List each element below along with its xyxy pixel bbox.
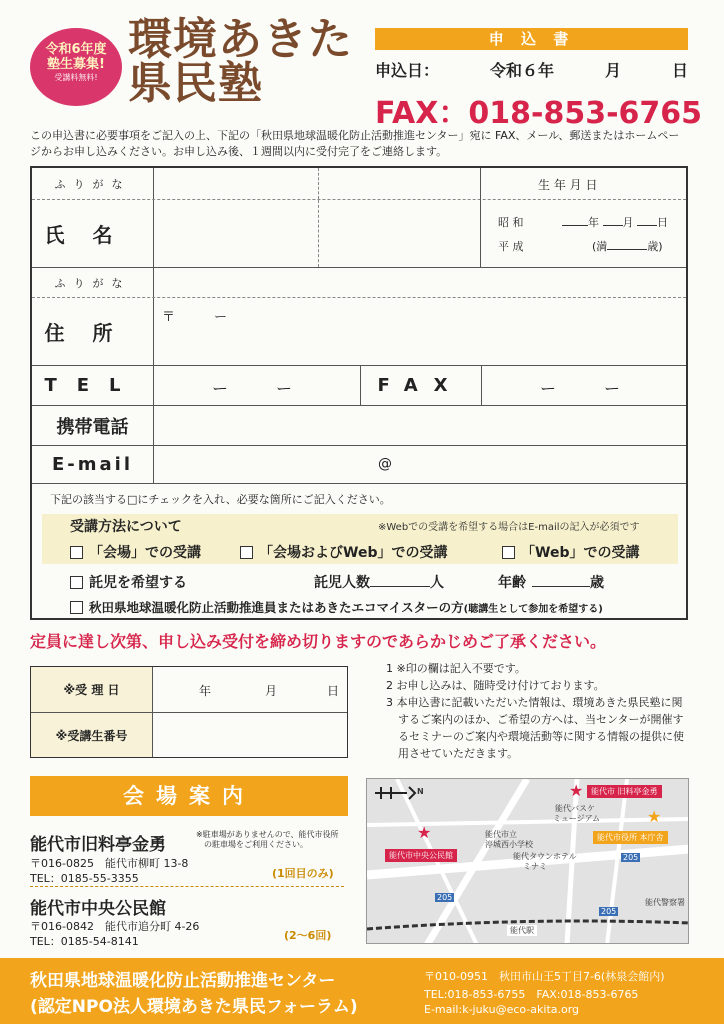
postal-mark: 〒 ー [162,310,228,325]
venue-divider [30,886,344,887]
footer [0,958,724,1024]
footer-org2: (認定NPO法人環境あきた県民フォーラム) [30,997,358,1017]
childcare-age-field[interactable] [532,586,590,587]
venue2-tel: TEL：0185-54-8141 [30,935,139,948]
app-date-era: 令和６年 [489,61,554,80]
furigana2-row[interactable] [32,268,686,298]
method-title: 受講方法について [70,519,182,535]
furigana-label: ふりがな [32,168,154,199]
birth-year: 年 [588,216,599,229]
venue2-address: 〒016-0842 能代市追分町 4-26 [30,920,200,933]
checkbox-venue[interactable] [70,546,83,559]
route-205-a: 205 [437,893,453,902]
opt-childcare[interactable] [70,572,187,592]
address-label: 住所 [32,298,154,365]
checkbox-web[interactable] [502,546,515,559]
venue1-tel: TEL：0185-55-3355 [30,872,139,885]
venue1-address: 〒016-0825 能代市柳町 13-8 [30,857,189,870]
footer-email[interactable]: E-mail:k-juku@eco-akita.org [424,1003,580,1016]
fax-number: FAX：018-853-6765 [375,96,703,131]
childcare-age-unit: 歳 [590,575,604,591]
app-date-label: 申込日： [375,61,440,80]
venue1-name: 能代市旧料亭金勇 [30,835,166,855]
name-label: 氏名 [32,200,154,267]
notes-list [382,660,692,762]
map-hotel: 能代タウンホテル [513,852,577,861]
fax-label: FAX [360,366,482,405]
footer-address: 〒010-0951 秋田市山王5丁目7-6(林泉会館内) [424,970,665,983]
checkbox-childcare[interactable] [70,576,83,589]
address-row[interactable] [32,298,686,366]
star-icon: ★ [569,781,584,800]
venue1-note2: の駐車場をご利用ください。 [204,840,308,849]
opt-venue-web-label: 「会場およびWeb」での受講 [259,545,448,561]
opt-childcare-label: 託児を希望する [89,575,187,591]
map-cityhall: 能代市役所 本庁舎 [593,831,668,844]
page-title [128,14,353,109]
age-open: (満 [592,240,608,253]
deadline-notice: 定員に達し次第、申し込み受付を締め切りますのであらかじめご了承ください。 [30,632,607,651]
opt-promoter[interactable] [70,598,603,616]
footer-tel: TEL:018-853-6755 FAX:018-853-6765 [424,988,639,1001]
app-date-month: 月 [604,61,621,80]
received-date-label: ※受 理 日 [31,667,153,712]
badge-free: 受講料無料! [54,73,98,82]
birth-day: 日 [657,216,668,229]
application-form [30,166,688,620]
birth-showa: 昭 和 [498,216,524,229]
route-205-c: 205 [601,907,617,916]
map-basket: 能代バスケ [555,804,595,813]
venue-map [366,778,689,944]
furigana-row [32,168,686,200]
checkbox-venue-web[interactable] [240,546,253,559]
mobile-label: 携帯電話 [32,406,154,445]
name-row[interactable] [32,200,686,268]
student-no-label: ※受講生番号 [31,713,153,757]
title-line1: 環境あきた [128,14,353,65]
birth-heisei: 平 成 [498,240,524,253]
map-school1: 能代市立 [485,830,517,839]
star-icon: ★ [417,823,432,842]
badge-recruit: 塾生募集! [47,57,105,72]
title-line2: 県民塾 [128,58,263,109]
age-close: 歳) [647,240,663,253]
check-instruction: 下記の該当する□にチェックを入れ、必要な箇所にご記入ください。 [50,493,391,506]
opt-web-label: 「Web」での受講 [521,545,640,561]
at-mark: @ [378,456,392,472]
venue-header: 会場案内 [30,776,348,816]
intro-text: この申込書に必要事項をご記入の上、下記の「秋田県地球温暖化防止活動推進センター」宛に FAX、メール、郵送またはホームページからお申し込みください。お申し込み後、１週間以内に受付完了をご連絡します。 [30,129,680,158]
tel-fax-row[interactable] [32,366,686,406]
tel-dash: ー ー [212,379,293,398]
form-label: 申 込 書 [375,28,688,50]
map-kaneisami: 能代市 旧料亭金勇 [587,785,662,798]
footer-org1: 秋田県地球温暖化防止活動推進センター [30,971,336,991]
furigana2-label: ふりがな [32,268,154,297]
opt-venue-label: 「会場」での受講 [89,545,201,561]
map-north: N [417,787,424,796]
opt-promoter-note: (聴講生として参加を希望する) [463,604,603,615]
received-month: 月 [265,684,278,698]
childcare-count-label: 託児人数 [314,575,370,591]
childcare-age-label: 年齢 [498,575,526,591]
venue2-name: 能代市中央公民館 [30,899,166,919]
badge-year: 令和6年度 [45,42,107,57]
email-label: E-mail [32,446,154,483]
venue1-when: (1回目のみ) [272,867,334,880]
venue1-note1: ※駐車場がありませんので、能代市役所 [196,830,339,839]
checkbox-promoter[interactable] [70,601,83,614]
recruit-badge [30,28,122,106]
opt-promoter-label: 秋田県地球温暖化防止活動推進員またはあきたエコマイスターの方 [89,600,464,615]
star-icon: ★ [647,807,662,826]
childcare-count-field[interactable] [370,586,430,587]
map-school2: 渟城西小学校 [485,840,533,849]
map-minami: ミナミ [523,862,547,871]
web-note: ※Webでの受講を希望する場合はE-mailの記入が必須です [378,522,640,533]
fax-dash: ー ー [540,379,621,398]
email-row[interactable] [32,446,686,484]
childcare-unit: 人 [430,575,444,591]
mobile-row[interactable] [32,406,686,446]
app-date-day: 日 [671,61,688,80]
opt-venue[interactable] [70,542,201,562]
received-year: 年 [199,684,212,698]
map-kouminkan: 能代市中央公民館 [385,849,457,862]
received-day: 日 [327,684,340,698]
map-police: 能代警察署 [645,898,685,907]
opt-web[interactable] [502,542,639,562]
route-205-b: 205 [623,853,639,862]
birth-month: 月 [622,216,634,229]
opt-venue-web[interactable] [240,542,447,562]
birth-header: 生 年 月 日 [538,178,598,192]
note-item: 2 お申し込みは、随時受け付けております。 [386,679,605,692]
map-station: 能代駅 [507,925,537,936]
venue2-when: (2～6回) [284,929,332,942]
tel-label: TEL [32,366,154,405]
application-date [375,58,688,81]
note-item: 3 本申込書に記載いただいた情報は、環境あきた県民塾に関するご案内のほか、ご希望の方へは、当センターが開催するセミナーのご案内や環境活動等に関する情報の提供に使用させていただきます。 [386,696,684,760]
map-museum: ミュージアム [553,814,601,823]
note-item: 1 ※印の欄は記入不要です。 [386,662,526,675]
office-use-table [30,666,348,758]
